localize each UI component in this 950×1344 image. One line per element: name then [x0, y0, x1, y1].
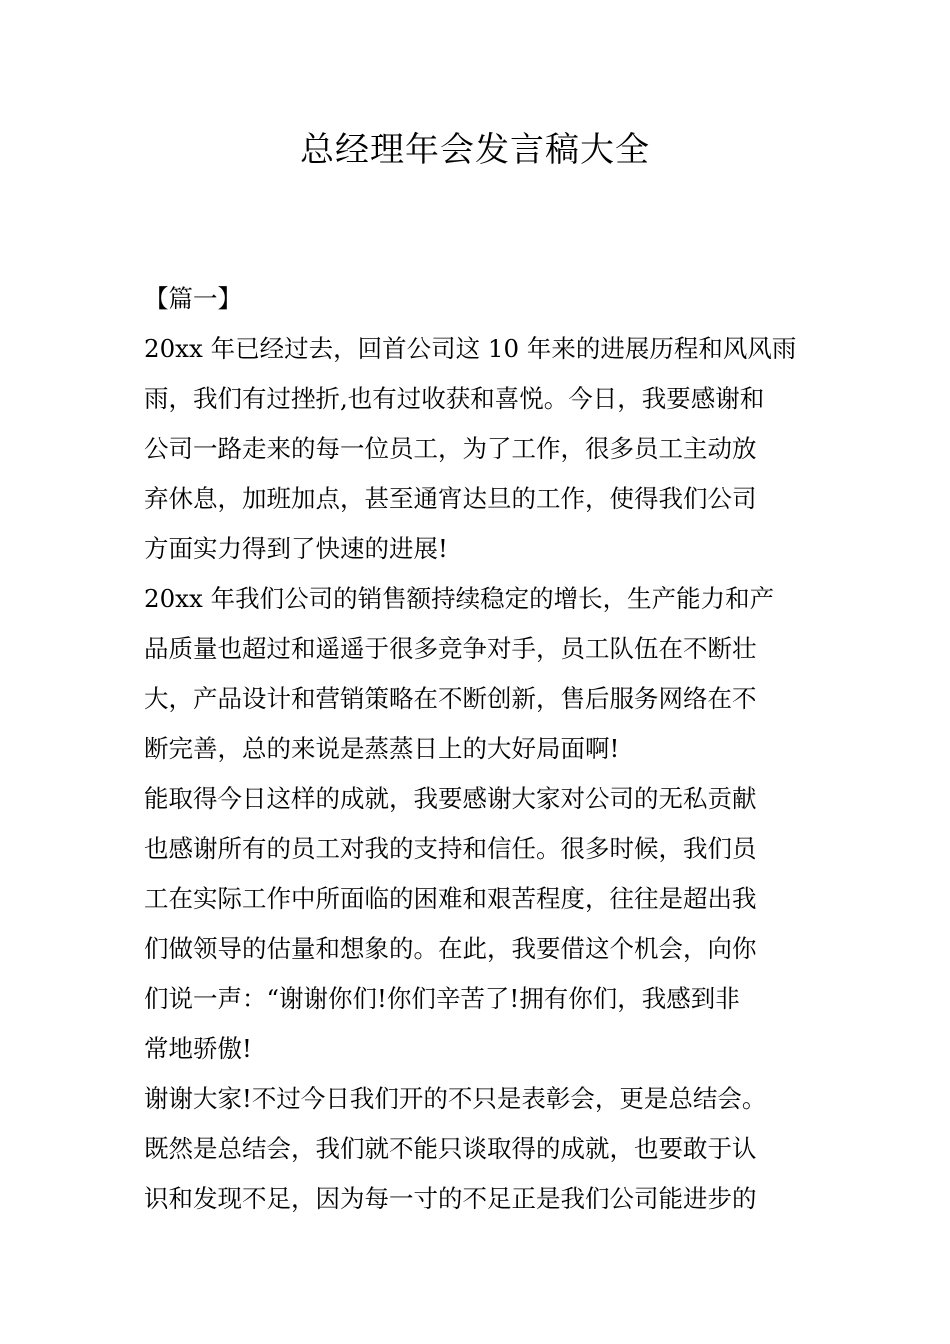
text-line: 也感谢所有的员工对我的支持和信任。很多时候，我们员	[144, 834, 757, 863]
text-line: 雨，我们有过挫折,也有过收获和喜悦。今日，我要感谢和	[144, 384, 765, 413]
text-line: 20xx 年已经过去，回首公司这 10 年来的进展历程和风风雨	[144, 334, 797, 363]
text-line: 既然是总结会，我们就不能只谈取得的成就，也要敢于认	[144, 1134, 757, 1163]
text-line: 谢谢大家!不过今日我们开的不只是表彰会，更是总结会。	[144, 1084, 767, 1113]
text-line: 大，产品设计和营销策略在不断创新，售后服务网络在不	[144, 684, 757, 713]
text-line: 工在实际工作中所面临的困难和艰苦程度，往往是超出我	[144, 884, 757, 913]
text-line: 弃休息，加班加点，甚至通宵达旦的工作，使得我们公司	[144, 484, 757, 513]
text-line: 公司一路走来的每一位员工，为了工作，很多员工主动放	[144, 434, 757, 463]
text-line: 20xx 年我们公司的销售额持续稳定的增长，生产能力和产	[144, 584, 775, 613]
text-line: 断完善，总的来说是蒸蒸日上的大好局面啊!	[144, 734, 620, 763]
document-body	[144, 274, 809, 1224]
text-line: 常地骄傲!	[144, 1034, 252, 1063]
text-line: 方面实力得到了快速的进展!	[144, 534, 448, 563]
section-heading: 【篇一】	[144, 284, 242, 313]
text-line: 识和发现不足，因为每一寸的不足正是我们公司能进步的	[144, 1184, 757, 1213]
text-line: 们说一声：“谢谢你们!你们辛苦了!拥有你们，我感到非	[144, 984, 740, 1013]
text-line: 们做领导的估量和想象的。在此，我要借这个机会，向你	[144, 934, 757, 963]
text-line: 能取得今日这样的成就，我要感谢大家对公司的无私贡献	[144, 784, 757, 813]
text-line: 品质量也超过和遥遥于很多竞争对手，员工队伍在不断壮	[144, 634, 757, 663]
document-title: 总经理年会发言稿大全	[300, 130, 650, 170]
